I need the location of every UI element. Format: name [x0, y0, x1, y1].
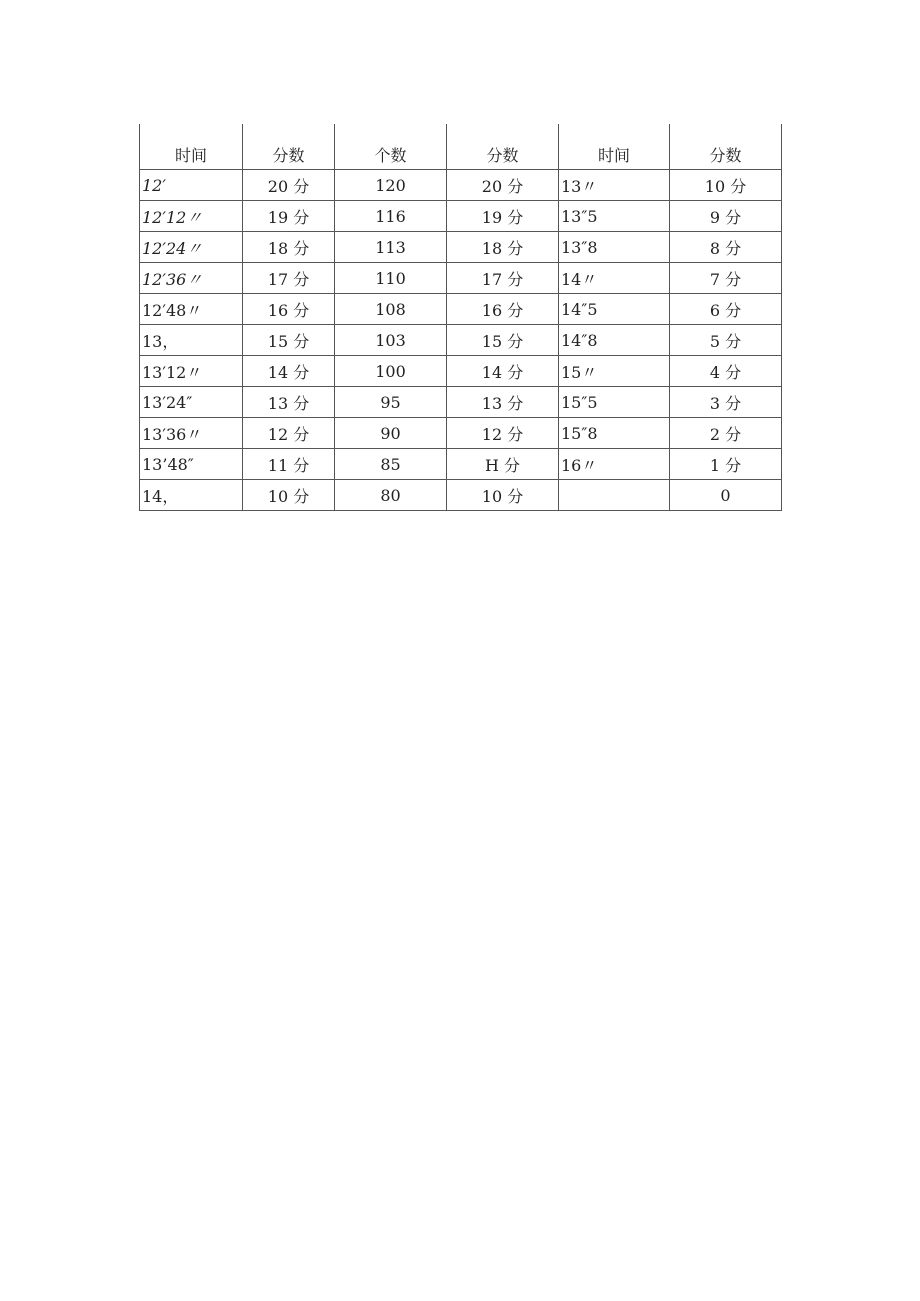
table-row [140, 325, 782, 356]
cell-score-1: 14 分 [243, 356, 335, 387]
table-row [140, 232, 782, 263]
cell-time-1: 13′12〃 [140, 356, 243, 387]
header-time-1: 时间 [140, 124, 243, 170]
cell-time-1: 12′24〃 [140, 232, 243, 263]
cell-time-2: 15〃 [559, 356, 670, 387]
cell-score-2: 13 分 [447, 387, 559, 418]
cell-time-2: 14″5 [559, 294, 670, 325]
table-row [140, 387, 782, 418]
cell-score-3: 7 分 [670, 263, 782, 294]
cell-score-2: 10 分 [447, 480, 559, 511]
cell-count: 85 [335, 449, 447, 480]
cell-count: 80 [335, 480, 447, 511]
cell-time-2 [559, 480, 670, 511]
cell-score-2: 16 分 [447, 294, 559, 325]
scoring-table-container [139, 124, 781, 511]
cell-time-1: 13’48″ [140, 449, 243, 480]
table-row [140, 480, 782, 511]
header-count: 个数 [335, 124, 447, 170]
cell-count: 103 [335, 325, 447, 356]
header-time-2: 时间 [559, 124, 670, 170]
cell-time-2: 13〃 [559, 170, 670, 201]
cell-score-3: 1 分 [670, 449, 782, 480]
cell-time-1: 12′12〃 [140, 201, 243, 232]
cell-score-1: 11 分 [243, 449, 335, 480]
table-row [140, 294, 782, 325]
table-row [140, 263, 782, 294]
cell-time-1: 12′36〃 [140, 263, 243, 294]
cell-time-1: 13′24″ [140, 387, 243, 418]
cell-score-3: 3 分 [670, 387, 782, 418]
cell-score-1: 20 分 [243, 170, 335, 201]
table-body [140, 170, 782, 511]
cell-score-3: 2 分 [670, 418, 782, 449]
table-row [140, 449, 782, 480]
cell-score-2: 14 分 [447, 356, 559, 387]
cell-score-3: 4 分 [670, 356, 782, 387]
cell-time-1: 14， [140, 480, 243, 511]
scoring-table [139, 124, 782, 511]
cell-score-1: 16 分 [243, 294, 335, 325]
cell-time-2: 13″8 [559, 232, 670, 263]
cell-score-1: 10 分 [243, 480, 335, 511]
cell-count: 95 [335, 387, 447, 418]
header-score-2: 分数 [447, 124, 559, 170]
cell-score-3: 8 分 [670, 232, 782, 263]
cell-score-1: 17 分 [243, 263, 335, 294]
cell-time-2: 15″8 [559, 418, 670, 449]
table-row [140, 201, 782, 232]
cell-score-3: 5 分 [670, 325, 782, 356]
cell-score-2: H 分 [447, 449, 559, 480]
cell-count: 120 [335, 170, 447, 201]
table-row [140, 356, 782, 387]
cell-score-3: 0 [670, 480, 782, 511]
cell-score-1: 18 分 [243, 232, 335, 263]
cell-time-2: 13″5 [559, 201, 670, 232]
cell-time-1: 13， [140, 325, 243, 356]
cell-time-1: 12′ [140, 170, 243, 201]
cell-time-2: 15″5 [559, 387, 670, 418]
table-row [140, 418, 782, 449]
header-score-3: 分数 [670, 124, 782, 170]
cell-count: 116 [335, 201, 447, 232]
cell-score-2: 19 分 [447, 201, 559, 232]
cell-score-3: 10 分 [670, 170, 782, 201]
cell-score-1: 15 分 [243, 325, 335, 356]
cell-score-2: 15 分 [447, 325, 559, 356]
cell-count: 108 [335, 294, 447, 325]
cell-score-2: 20 分 [447, 170, 559, 201]
cell-score-3: 6 分 [670, 294, 782, 325]
cell-count: 100 [335, 356, 447, 387]
cell-score-1: 19 分 [243, 201, 335, 232]
cell-time-2: 14〃 [559, 263, 670, 294]
cell-time-1: 13′36〃 [140, 418, 243, 449]
table-header [140, 124, 782, 170]
cell-time-2: 14″8 [559, 325, 670, 356]
header-score-1: 分数 [243, 124, 335, 170]
cell-score-1: 13 分 [243, 387, 335, 418]
cell-count: 113 [335, 232, 447, 263]
cell-count: 90 [335, 418, 447, 449]
cell-score-3: 9 分 [670, 201, 782, 232]
cell-score-2: 12 分 [447, 418, 559, 449]
cell-time-1: 12′48〃 [140, 294, 243, 325]
cell-score-1: 12 分 [243, 418, 335, 449]
cell-time-2: 16〃 [559, 449, 670, 480]
cell-score-2: 18 分 [447, 232, 559, 263]
cell-count: 110 [335, 263, 447, 294]
header-row [140, 124, 782, 170]
cell-score-2: 17 分 [447, 263, 559, 294]
table-row [140, 170, 782, 201]
